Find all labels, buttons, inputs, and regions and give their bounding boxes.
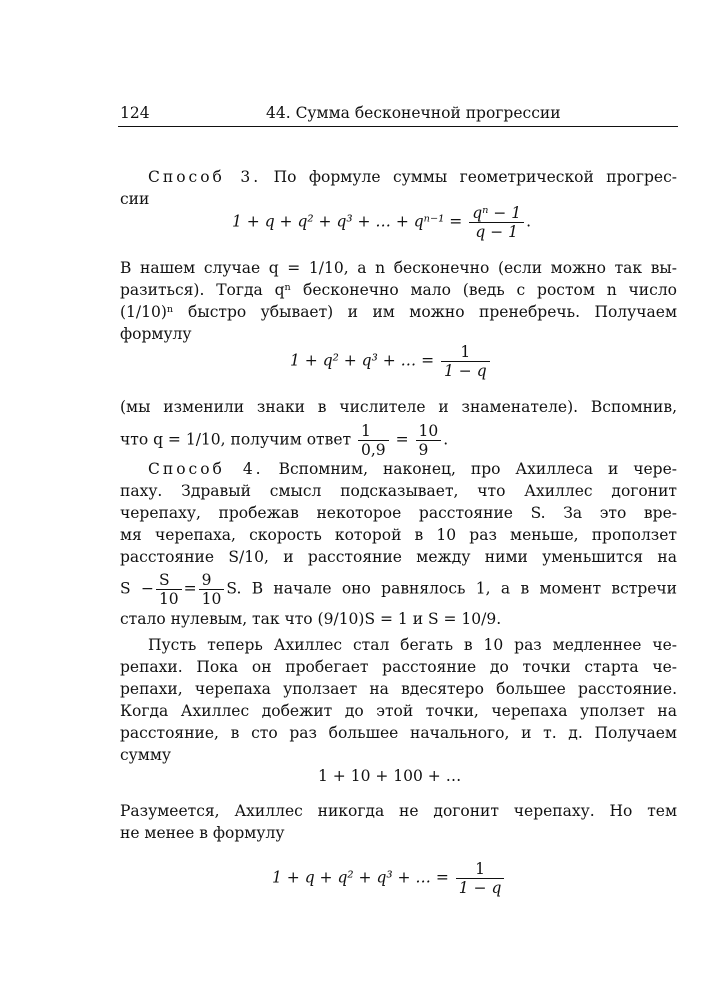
formula2-denominator: 1 − q — [444, 362, 487, 380]
para3-text: что q = 1/10, получим ответ — [120, 430, 352, 449]
formula1-end: . — [526, 212, 532, 231]
para2-line-4: формулу — [120, 325, 192, 343]
formula4-fraction — [456, 860, 505, 897]
para5-line-1: Пусть теперь Ахиллес стал бегать в 10 раз медленнее че- — [148, 636, 677, 654]
formula-infinite-sum-2 — [272, 860, 506, 897]
method4-f2-den: 10 — [201, 590, 222, 608]
formula-divergent-sum: 1 + 10 + 100 + … — [318, 767, 462, 785]
method4-f1-den: 10 — [158, 590, 179, 608]
formula-infinite-sum — [290, 343, 492, 380]
answer-f1-den: 0,9 — [361, 441, 386, 459]
answer-f1-num: 1 — [358, 422, 389, 441]
para2-line-3: (1/10)ⁿ быстро убывает) и им можно пренебречь. Получаем — [120, 303, 677, 321]
paragraph-6 — [120, 800, 677, 844]
answer-end: . — [443, 430, 449, 449]
formula4-denominator: 1 − q — [458, 879, 502, 897]
formula2-numerator: 1 — [441, 343, 490, 362]
paragraph-3 — [120, 396, 677, 459]
page-number: 124 — [120, 104, 150, 122]
para6-line-2: не менее в формулу — [120, 824, 285, 842]
para2-line-2: разиться). Тогда qⁿ бесконечно мало (ведь с ростом n число — [120, 281, 677, 299]
answer-f2-num: 10 — [416, 422, 442, 441]
formula1-fraction — [469, 204, 524, 241]
para5-line-2: репахи. Пока он пробегает расстояние до точки старта че- — [120, 658, 677, 676]
method4-line-7: стало нулевым, так что (9/10)S = 1 и S = 10/9. — [120, 610, 502, 628]
para2-line-1: В нашем случае q = 1/10, а n бесконечно (если можно так вы- — [120, 259, 677, 277]
running-header — [118, 104, 678, 127]
answer-eq: = — [395, 430, 409, 449]
method4-label: Способ 4. — [148, 460, 264, 478]
section-title: 44. Сумма бесконечной прогрессии — [266, 104, 561, 122]
formula-geometric-sum — [232, 204, 531, 241]
method4-line-1 — [120, 458, 677, 480]
method3-line-1 — [120, 166, 677, 188]
formula4-numerator: 1 — [456, 860, 505, 879]
para5-line-4: Когда Ахиллес добежит до этой точки, черепаха уползет на — [120, 702, 677, 720]
method3-label: Способ 3. — [148, 168, 262, 186]
method3-line-2: сии — [120, 190, 150, 208]
method4-f2-num: 9 — [199, 571, 225, 590]
paragraph-5 — [120, 634, 677, 766]
method4-l6-a: S − — [120, 579, 154, 598]
answer-fraction-2 — [416, 422, 442, 459]
formula2-lhs: 1 + q² + q³ + … = — [290, 351, 435, 370]
para5-line-6: сумму — [120, 746, 172, 764]
method4-fraction-1 — [156, 571, 182, 608]
method4-line-4: мя черепаха, скорость которой в 10 раз меньше, проползет — [120, 526, 677, 544]
formula1-lhs: 1 + q + q² + q³ + … + qⁿ⁻¹ = — [232, 212, 463, 231]
method4-line-2: паху. Здравый смысл подсказывает, что Ахиллес догонит — [120, 482, 677, 500]
formula2-fraction — [441, 343, 490, 380]
method4-line-6 — [120, 571, 677, 608]
method4-fraction-2 — [199, 571, 225, 608]
method4-line-5: расстояние S/10, и расстояние между ними уменьшится на — [120, 548, 677, 566]
para5-line-5: расстояние, в сто раз большее начального, и т. д. Получаем — [120, 724, 677, 742]
method4-paragraph — [120, 458, 677, 630]
para5-line-3: репахи, черепаха уползает на вдесятеро большее расстояние. — [120, 680, 677, 698]
method4-text-1: Вспомним, наконец, про Ахиллеса и чере- — [278, 460, 677, 478]
answer-fraction-1 — [358, 422, 389, 459]
method3-text: По формуле суммы геометрической прогрес- — [273, 168, 677, 186]
answer-f2-den: 9 — [418, 441, 429, 459]
method4-f1-num: S — [156, 571, 182, 590]
method4-line-3: черепаху, пробежав некоторое расстояние S. За это вре- — [120, 504, 677, 522]
formula1-numerator: qⁿ − 1 — [469, 204, 524, 223]
para3-line-1: (мы изменили знаки в числителе и знаменателе). Вспомнив, — [120, 398, 677, 416]
formula1-denominator: q − 1 — [475, 223, 518, 241]
method4-l6-eq: = — [183, 579, 197, 598]
para3-line-2 — [120, 422, 677, 459]
method4-l6-b: S. В начале оно равнялось 1, а в момент встречи — [226, 579, 677, 598]
paragraph-2 — [120, 257, 677, 345]
formula4-lhs: 1 + q + q² + q³ + … = — [272, 868, 449, 887]
para6-line-1: Разумеется, Ахиллес никогда не догонит черепаху. Но тем — [120, 802, 677, 820]
